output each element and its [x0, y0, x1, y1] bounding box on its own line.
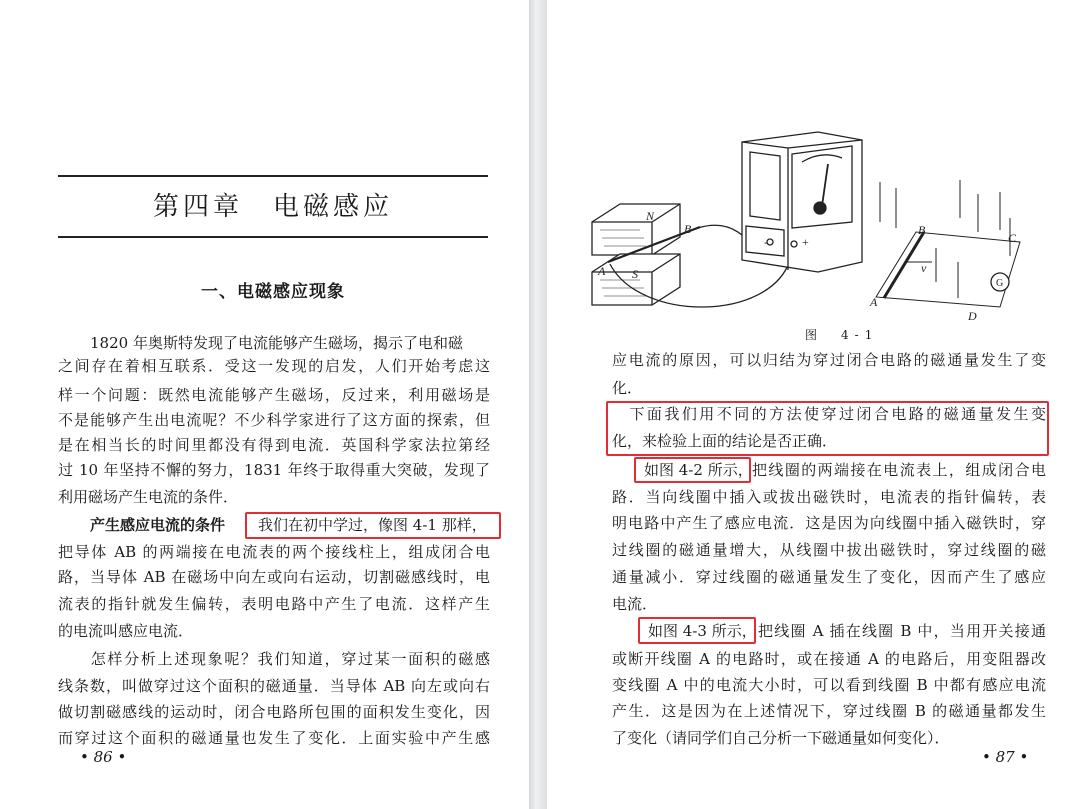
magnet-north — [592, 204, 680, 255]
text-line: 流表的指针就发生偏转，表明电路中产生了电流．这样产生 — [58, 595, 490, 613]
figure-label-v: v — [921, 261, 927, 275]
text-line: 是在相当长的时间里都没有得到电流．英国科学家法拉第经 — [58, 436, 490, 454]
text-line: 化． — [612, 379, 643, 397]
book-gutter — [529, 0, 547, 809]
text-line: 利用磁场产生电流的条件． — [58, 488, 239, 506]
text-line: 了变化（请同学们自己分析一下磁通量如何变化）． — [612, 729, 950, 747]
text-line: 应电流的原因，可以归结为穿过闭合电路的磁通量发生了变 — [612, 351, 1046, 369]
text-line: 样一个问题：既然电流能够产生磁场，反过来，利用磁场是 — [58, 386, 490, 404]
red-highlight-box — [245, 512, 501, 539]
red-highlight-box — [634, 457, 751, 483]
page-number: • 87 • — [982, 748, 1029, 766]
chapter-rule-top — [58, 175, 488, 177]
text-line: 而穿过这个面积的磁通量也发生了变化．上面实验中产生感 — [58, 729, 490, 747]
text-line: 化，来检验上面的结论是否正确． — [612, 432, 838, 450]
meter-plus-label: + — [802, 235, 809, 249]
text-line: 把线圈的两端接在电流表上，组成闭合电 — [752, 461, 1046, 479]
text-line: 路．当向线圈中插入或拔出磁铁时，电流表的指针偏转，表 — [612, 488, 1046, 506]
page-number: • 86 • — [80, 748, 127, 766]
red-highlight-box — [606, 401, 1049, 456]
text-line: 或断开线圈 A 的电路时，或在接通 A 的电路后，用变阻器改 — [612, 650, 1046, 668]
figure-4-1 — [580, 122, 1040, 327]
text-line: 电流． — [612, 595, 658, 613]
chapter-rule-bottom — [58, 236, 488, 238]
text-line: 把导体 AB 的两端接在电流表的两个接线柱上，组成闭合电 — [58, 543, 490, 561]
figure-caption: 图 4-1 — [805, 328, 879, 342]
highlighted-text: 如图 4-2 所示， — [644, 461, 753, 479]
text-line: 变线圈 A 中的电流大小时，可以看到线圈 B 中都有感应电流 — [612, 676, 1046, 694]
figure-label-a2: A — [870, 295, 878, 309]
text-line: 把线圈 A 插在线圈 B 中，当用开关接通 — [758, 622, 1046, 640]
figure-label-d: D — [968, 309, 977, 323]
figure-label-b2: B — [918, 223, 926, 237]
text-line: 做切割磁感线的运动时，闭合电路所包围的面积发生变化，因 — [58, 703, 490, 721]
text-line: 1820 年奥斯特发现了电流能够产生磁场，揭示了电和磁 — [90, 334, 463, 352]
term-heading: 产生感应电流的条件 — [90, 516, 226, 534]
highlighted-text: 如图 4-3 所示， — [648, 622, 757, 640]
red-highlight-box — [638, 617, 756, 644]
figure-label-c: C — [1008, 231, 1017, 245]
section-title: 一、电磁感应现象 — [201, 282, 345, 302]
figure-label-n: N — [646, 209, 655, 223]
text-line: 线条数，叫做穿过这个面积的磁通量．当导体 AB 向左或向右 — [58, 677, 490, 695]
text-line: 过 10 年坚持不懈的努力，1831 年终于取得重大突破，发现了 — [58, 461, 490, 479]
text-line: 通量减小．穿过线圈的磁通量发生了变化，因而产生了感应 — [612, 568, 1046, 586]
highlighted-text: 我们在初中学过，像图 4-1 那样， — [258, 516, 487, 534]
text-line: 产生．这是因为在上述情况下，穿过线圈 B 的磁通量都发生 — [612, 702, 1046, 720]
text-line: 过线圈的磁通量增大，从线圈中拔出磁铁时，穿过线圈的磁 — [612, 541, 1046, 559]
text-line: 路，当导体 AB 在磁场中向左或向右运动，切割磁感线时，电 — [58, 568, 490, 586]
figure-label-a: A — [598, 264, 606, 278]
galvanometer — [742, 132, 862, 272]
figure-label-g: G — [996, 278, 1004, 289]
figure-label-s: S — [632, 267, 638, 281]
text-line: 下面我们用不同的方法使穿过闭合电路的磁通量发生变 — [612, 405, 1046, 423]
text-line: 不是能够产生出电流呢？不少科学家进行了这方面的探索，但 — [58, 411, 490, 429]
text-line: 怎样分析上述现象呢？我们知道，穿过某一面积的磁感 — [74, 650, 490, 668]
text-line: 之间存在着相互联系．受这一发现的启发，人们开始考虑这 — [58, 357, 490, 375]
figure-label-b: B — [684, 222, 692, 236]
text-line: 的电流叫感应电流． — [58, 622, 194, 640]
meter-minus-label: - — [764, 235, 768, 249]
text-line: 明电路中产生了感应电流．这是因为向线圈中插入磁铁时，穿 — [612, 514, 1046, 532]
chapter-title: 第四章 电磁感应 — [152, 192, 393, 222]
